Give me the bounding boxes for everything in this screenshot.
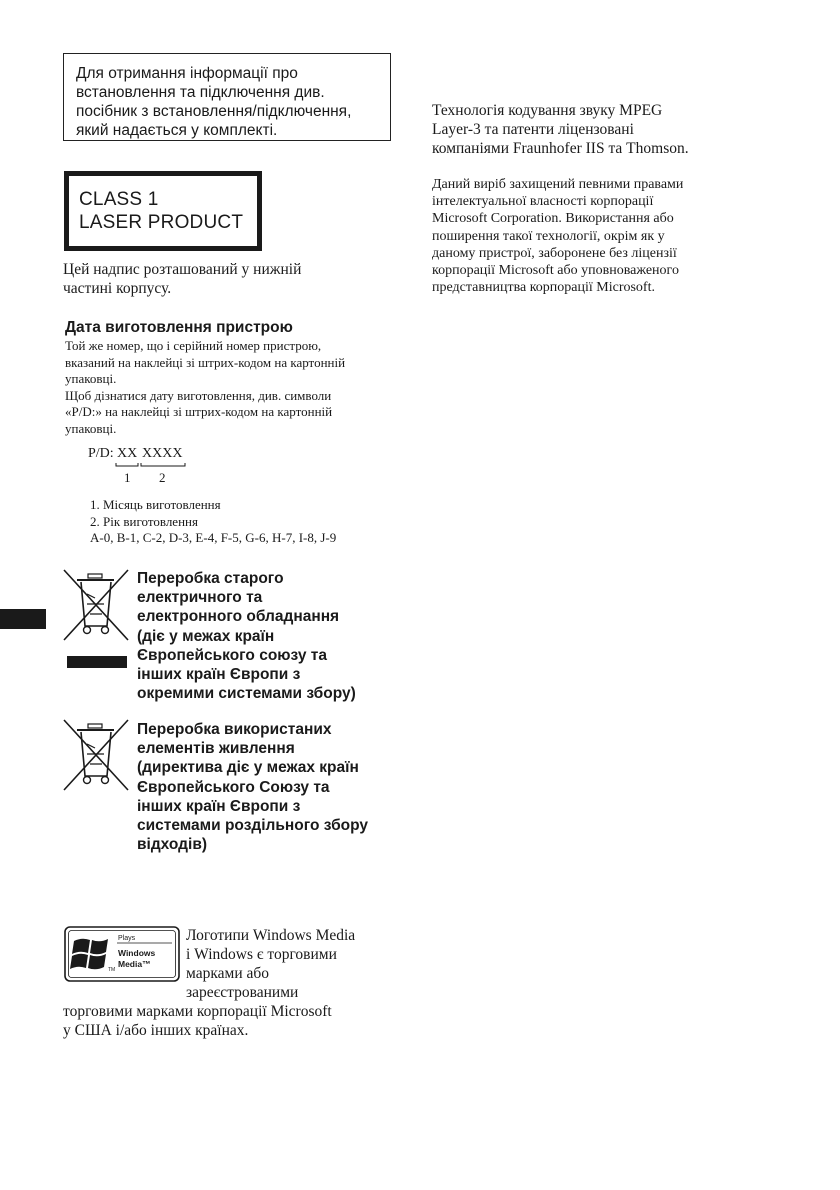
manufacture-date-text xyxy=(65,338,345,437)
windows-trademark-side xyxy=(186,926,355,1002)
text-line: вказаний на наклейці зі штрих-кодом на картонній xyxy=(65,354,346,370)
logo-media-text: Media™ xyxy=(118,959,151,969)
pd-marker-1: 1 xyxy=(124,470,131,485)
text-line: корпорації Microsoft або уповноваженого xyxy=(432,263,679,279)
caption-line: частині корпусу. xyxy=(63,280,172,297)
text-line: компаніями Fraunhofer IIS та Thomson. xyxy=(432,140,689,157)
crossed-bin-icon xyxy=(62,568,132,644)
text-line: зареєстрованими xyxy=(186,984,299,1001)
pd-marker-2: 2 xyxy=(159,470,166,485)
logo-plays-text: Plays xyxy=(118,935,136,942)
year-bracket xyxy=(141,463,185,466)
text-line: Даний виріб захищений певними правами xyxy=(432,177,684,192)
text-line: упаковці. xyxy=(65,420,117,436)
legend-line: 2. Рік виготовлення xyxy=(90,513,198,529)
plays-windows-media-logo xyxy=(64,926,180,982)
mpeg-license-text xyxy=(432,101,689,158)
pd-brackets xyxy=(88,446,198,486)
title-line: (діє у межах країн xyxy=(137,627,275,645)
title-line: Європейського Союзу та xyxy=(137,778,330,796)
title-line: окремими системами збору) xyxy=(137,685,356,703)
info-line: встановлення та підключення див. xyxy=(76,84,325,101)
title-line: електронного обладнання xyxy=(137,608,340,626)
pd-code-diagram xyxy=(88,446,198,486)
manufacture-date-title: Дата виготовлення пристрою xyxy=(65,319,293,336)
text-line: інтелектуальної власності корпорації xyxy=(432,194,654,210)
title-line: Переробка старого xyxy=(137,570,284,587)
page-side-tab xyxy=(0,609,46,629)
info-line: Для отримання інформації про xyxy=(76,65,298,82)
battery-title xyxy=(137,720,368,854)
laser-class-label xyxy=(64,171,262,251)
text-line: Технологія кодування звуку MPEG xyxy=(432,102,663,119)
pd-year-code: XXXX xyxy=(142,446,183,461)
microsoft-ip-text xyxy=(432,176,683,296)
weee-title xyxy=(137,569,356,703)
text-line: Microsoft Corporation. Використання або xyxy=(432,211,674,227)
title-line: Європейського союзу та xyxy=(137,646,327,664)
title-line: інших країн Європи з xyxy=(137,666,301,684)
windows-trademark-bottom xyxy=(63,1002,332,1040)
pd-prefix: P/D: xyxy=(88,446,114,461)
installation-info-box xyxy=(63,53,391,141)
title-line: Переробка використаних xyxy=(137,721,332,738)
pd-legend xyxy=(90,497,336,547)
text-line: Логотипи Windows Media xyxy=(186,927,356,944)
text-line: Той же номер, що і серійний номер пристрою, xyxy=(65,338,322,353)
title-line: електричного та xyxy=(137,589,263,607)
text-line: Щоб дізнатися дату виготовлення, див. символи xyxy=(65,387,332,403)
laser-class-line: CLASS 1 xyxy=(79,189,159,210)
text-line: торговими марками корпорації Microsoft xyxy=(63,1003,332,1020)
info-line: який надається у комплекті. xyxy=(76,122,278,139)
legend-line: A-0, B-1, C-2, D-3, E-4, F-5, G-6, H-7, I-8, J-9 xyxy=(90,530,337,545)
crossed-bin-battery-icon xyxy=(62,718,132,794)
laser-product-line: LASER PRODUCT xyxy=(79,212,244,233)
laser-caption xyxy=(63,260,301,298)
text-line: марками або xyxy=(186,965,270,982)
info-line: посібник з встановлення/підключення, xyxy=(76,103,352,120)
text-line: упаковці. xyxy=(65,371,117,386)
pd-month-code: XX xyxy=(117,446,138,461)
title-line: інших країн Європи з xyxy=(137,797,301,815)
text-line: Layer-3 та патенти ліцензовані xyxy=(432,121,634,138)
title-line: (директива діє у межах країн xyxy=(137,759,359,777)
weee-bar xyxy=(67,656,127,668)
text-line: поширення такої технології, окрім як у xyxy=(432,228,665,244)
text-line: даному пристрої, заборонене без ліцензії xyxy=(432,245,677,261)
title-line: системами роздільного збору xyxy=(137,817,369,835)
text-line: представництва корпорації Microsoft. xyxy=(432,280,655,296)
month-bracket xyxy=(116,463,138,466)
logo-windows-text: Windows xyxy=(118,948,156,958)
caption-line: Цей надпис розташований у нижній xyxy=(63,261,302,278)
logo-tm-text: TM xyxy=(108,967,116,973)
legend-line: 1. Місяць виготовлення xyxy=(90,497,221,512)
text-line: і Windows є торговими xyxy=(186,946,337,963)
text-line: у США і/або інших країнах. xyxy=(63,1022,249,1039)
title-line: відходів) xyxy=(137,836,208,854)
title-line: елементів живлення xyxy=(137,740,295,758)
text-line: «P/D:» на наклейці зі штрих-кодом на картонній xyxy=(65,404,333,419)
